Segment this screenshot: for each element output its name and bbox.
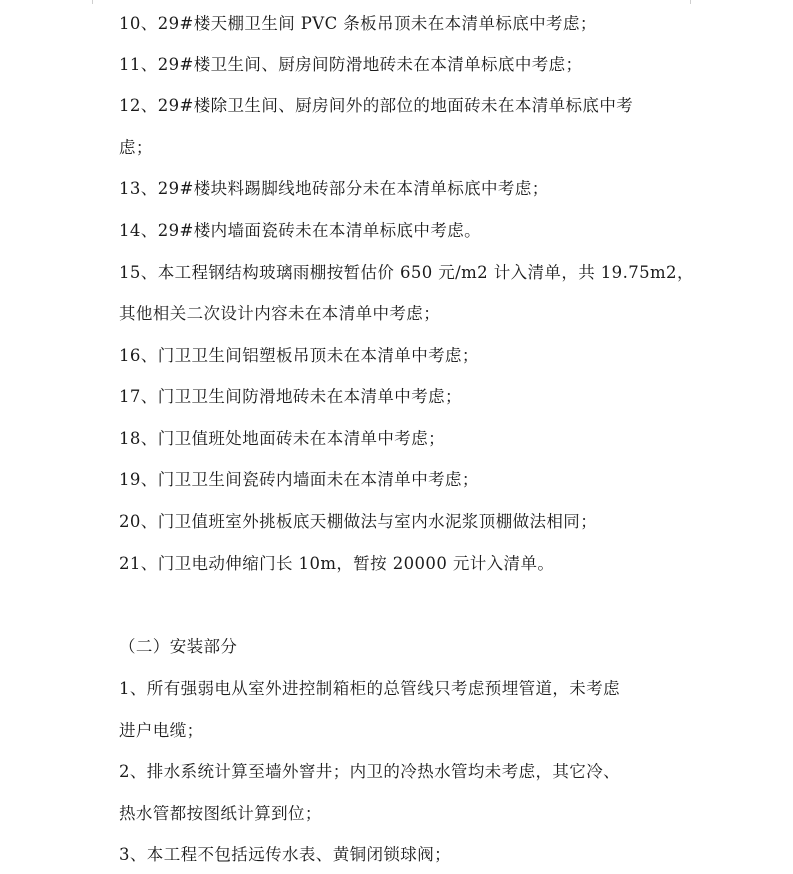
clause-17: 17、门卫卫生间防滑地砖未在本清单中考虑；: [119, 387, 462, 406]
clause-16: 16、门卫卫生间铝塑板吊顶未在本清单中考虑；: [119, 346, 479, 365]
clause-19: 19、门卫卫生间瓷砖内墙面未在本清单中考虑；: [119, 470, 479, 489]
page-corner-mark-left: [92, 0, 93, 4]
install-clause-2-continued: 热水管都按图纸计算到位；: [119, 804, 322, 823]
clause-15-continued: 其他相关二次设计内容未在本清单中考虑；: [119, 304, 441, 323]
clause-12-continued: 虑；: [119, 138, 153, 157]
clause-21: 21、门卫电动伸缩门长 10m，暂按 20000 元计入清单。: [119, 554, 555, 573]
page-top-edge: [0, 0, 793, 4]
install-clause-1-continued: 进户电缆；: [119, 721, 204, 740]
install-clause-3: 3、本工程不包括远传水表、黄铜闭锁球阀；: [119, 845, 451, 864]
clause-11: 11、29#楼卫生间、厨房间防滑地砖未在本清单标底中考虑；: [119, 55, 583, 74]
clause-15: 15、本工程钢结构玻璃雨棚按暂估价 650 元/m2 计入清单，共 19.75m2，: [119, 263, 694, 282]
clause-12: 12、29#楼除卫生间、厨房间外的部位的地面砖未在本清单标底中考: [119, 96, 634, 115]
clause-20: 20、门卫值班室外挑板底天棚做法与室内水泥浆顶棚做法相同；: [119, 512, 598, 531]
clause-13: 13、29#楼块料踢脚线地砖部分未在本清单标底中考虑；: [119, 179, 549, 198]
page-corner-mark-right: [690, 0, 691, 4]
install-clause-2: 2、排水系统计算至墙外窨井；内卫的冷热水管均未考虑，其它冷、: [119, 762, 620, 781]
install-clause-1: 1、所有强弱电从室外进控制箱柜的总管线只考虑预埋管道，未考虑: [119, 679, 620, 698]
clause-14: 14、29#楼内墙面瓷砖未在本清单标底中考虑。: [119, 221, 482, 240]
clause-18: 18、门卫值班处地面砖未在本清单中考虑；: [119, 429, 445, 448]
clause-10: 10、29#楼天棚卫生间 PVC 条板吊顶未在本清单标底中考虑；: [119, 14, 597, 33]
section-heading-installation: （二）安装部分: [119, 637, 238, 656]
